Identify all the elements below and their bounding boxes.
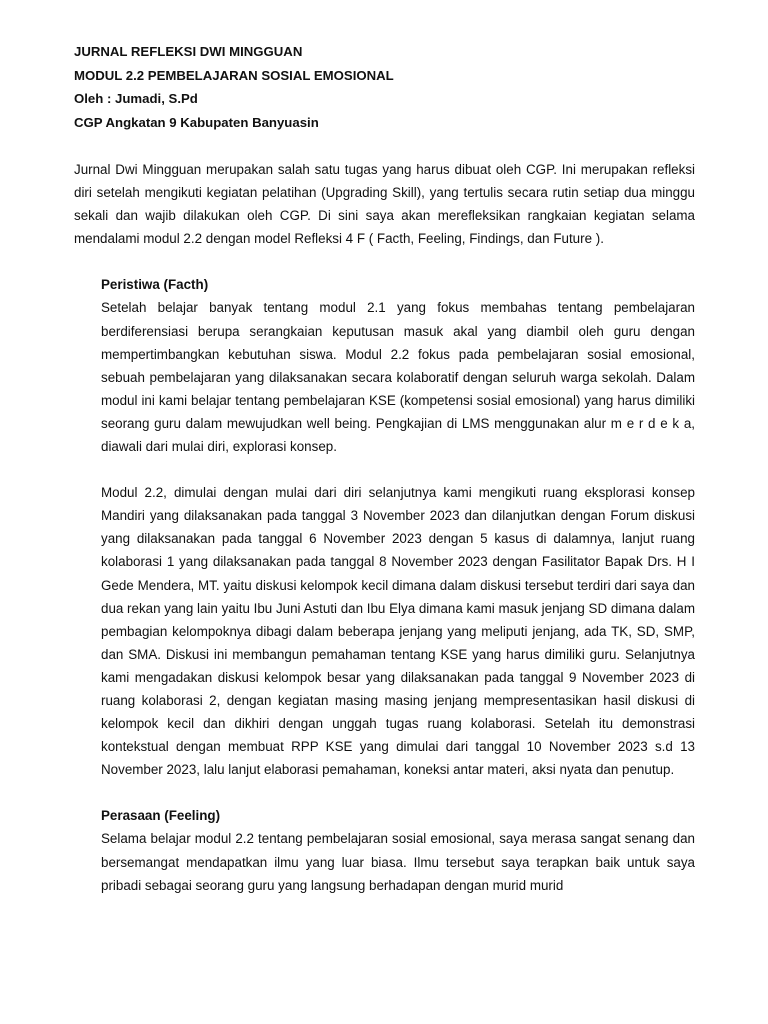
module-title: MODUL 2.2 PEMBELAJARAN SOSIAL EMOSIONAL — [74, 67, 394, 83]
section-feeling — [101, 804, 695, 896]
author-line: Oleh : Jumadi, S.Pd — [74, 91, 198, 106]
section-facts — [101, 273, 695, 781]
cohort-line: CGP Angkatan 9 Kabupaten Banyuasin — [74, 114, 319, 130]
intro-paragraph: Jurnal Dwi Mingguan merupakan salah satu tugas yang harus dibuat oleh CGP. Ini merupakan refleksi diri setelah mengikuti kegiatan pelatihan (Upgrading Skill), yang tertulis secara rutin setiap dua minggu sekali dan wajib dilakukan oleh CGP. Di sini saya akan merefleksikan rangkaian kegiatan selama mendalami modul 2.2 dengan model Refleksi 4 F ( Facth, Feeling, Findings, dan Future ). — [74, 162, 695, 247]
section-feeling-title: Perasaan (Feeling) — [101, 808, 221, 824]
feeling-paragraph-1: Selama belajar modul 2.2 tentang pembelajaran sosial emosional, saya merasa sangat senang dan bersemangat mendapatkan ilmu yang luar biasa. Ilmu tersebut saya terapkan baik untuk saya pribadi sebagai seorang guru yang langsung berhadapan dengan murid murid — [101, 831, 695, 893]
document-page — [74, 40, 695, 897]
facts-paragraph-2: Modul 2.2, dimulai dengan mulai dari diri selanjutnya kami mengikuti ruang eksplorasi konsep Mandiri yang dilaksanakan pada tanggal 3 November 2023 dan dilanjutkan dengan Forum diskusi yang dilaksanakan pada tanggal 6 November 2023 dengan 5 kasus di dalamnya, lanjut ruang kolaborasi 1 yang dilaksanakan pada tanggal 8 November 2023 dengan Fasilitator Bapak Drs. H I Gede Mendera, MT. yaitu diskusi kelompok kecil dimana dalam diskusi tersebut terdiri dari saya dan dua rekan yang lain yaitu Ibu Juni Astuti dan Ibu Elya dimana kami masuk jenjang SD dimana dalam pembagian kelompoknya dibagi dalam beberapa jenjang yang meliputi jenjang, ada TK, SD, SMP, dan SMA. Diskusi ini membangun pemahaman tentang KSE yang harus dimiliki guru. Selanjutnya kami mengadakan diskusi kelompok besar yang dilaksanakan pada tanggal 9 November 2023 di ruang kolaborasi 2, dengan kegiatan masing masing jenjang mempresentasikan hasil diskusi di kelompok kecil dan dikhiri dengan unggah tugas ruang kolaborasi. Setelah itu demonstrasi kontekstual dengan membuat RPP KSE yang dimulai dari tanggal 10 November 2023 s.d 13 November 2023, lalu lanjut elaborasi pemahaman, koneksi antar materi, aksi nyata dan penutup. — [101, 485, 695, 778]
section-facts-title: Peristiwa (Facth) — [101, 277, 209, 293]
facts-paragraph-1: Setelah belajar banyak tentang modul 2.1 yang fokus membahas tentang pembelajaran berdiferensiasi berupa serangkaian keputusan masuk akal yang diambil oleh guru dengan mempertimbangkan kebutuhan siswa. Modul 2.2 fokus pada pembelajaran sosial emosional, sebuah pembelajaran yang dilaksanakan secara kolaboratif dengan seluruh warga sekolah. Dalam modul ini kami belajar tentang pembelajaran KSE (kompetensi sosial emosional) yang harus dimiliki seorang guru dalam mewujudkan well being. Pengkajian di LMS menggunakan alur m e r d e k a, diawali dari mulai diri, explorasi konsep. — [101, 300, 695, 455]
journal-title: JURNAL REFLEKSI DWI MINGGUAN — [74, 44, 303, 59]
paragraph-spacer — [101, 458, 695, 481]
